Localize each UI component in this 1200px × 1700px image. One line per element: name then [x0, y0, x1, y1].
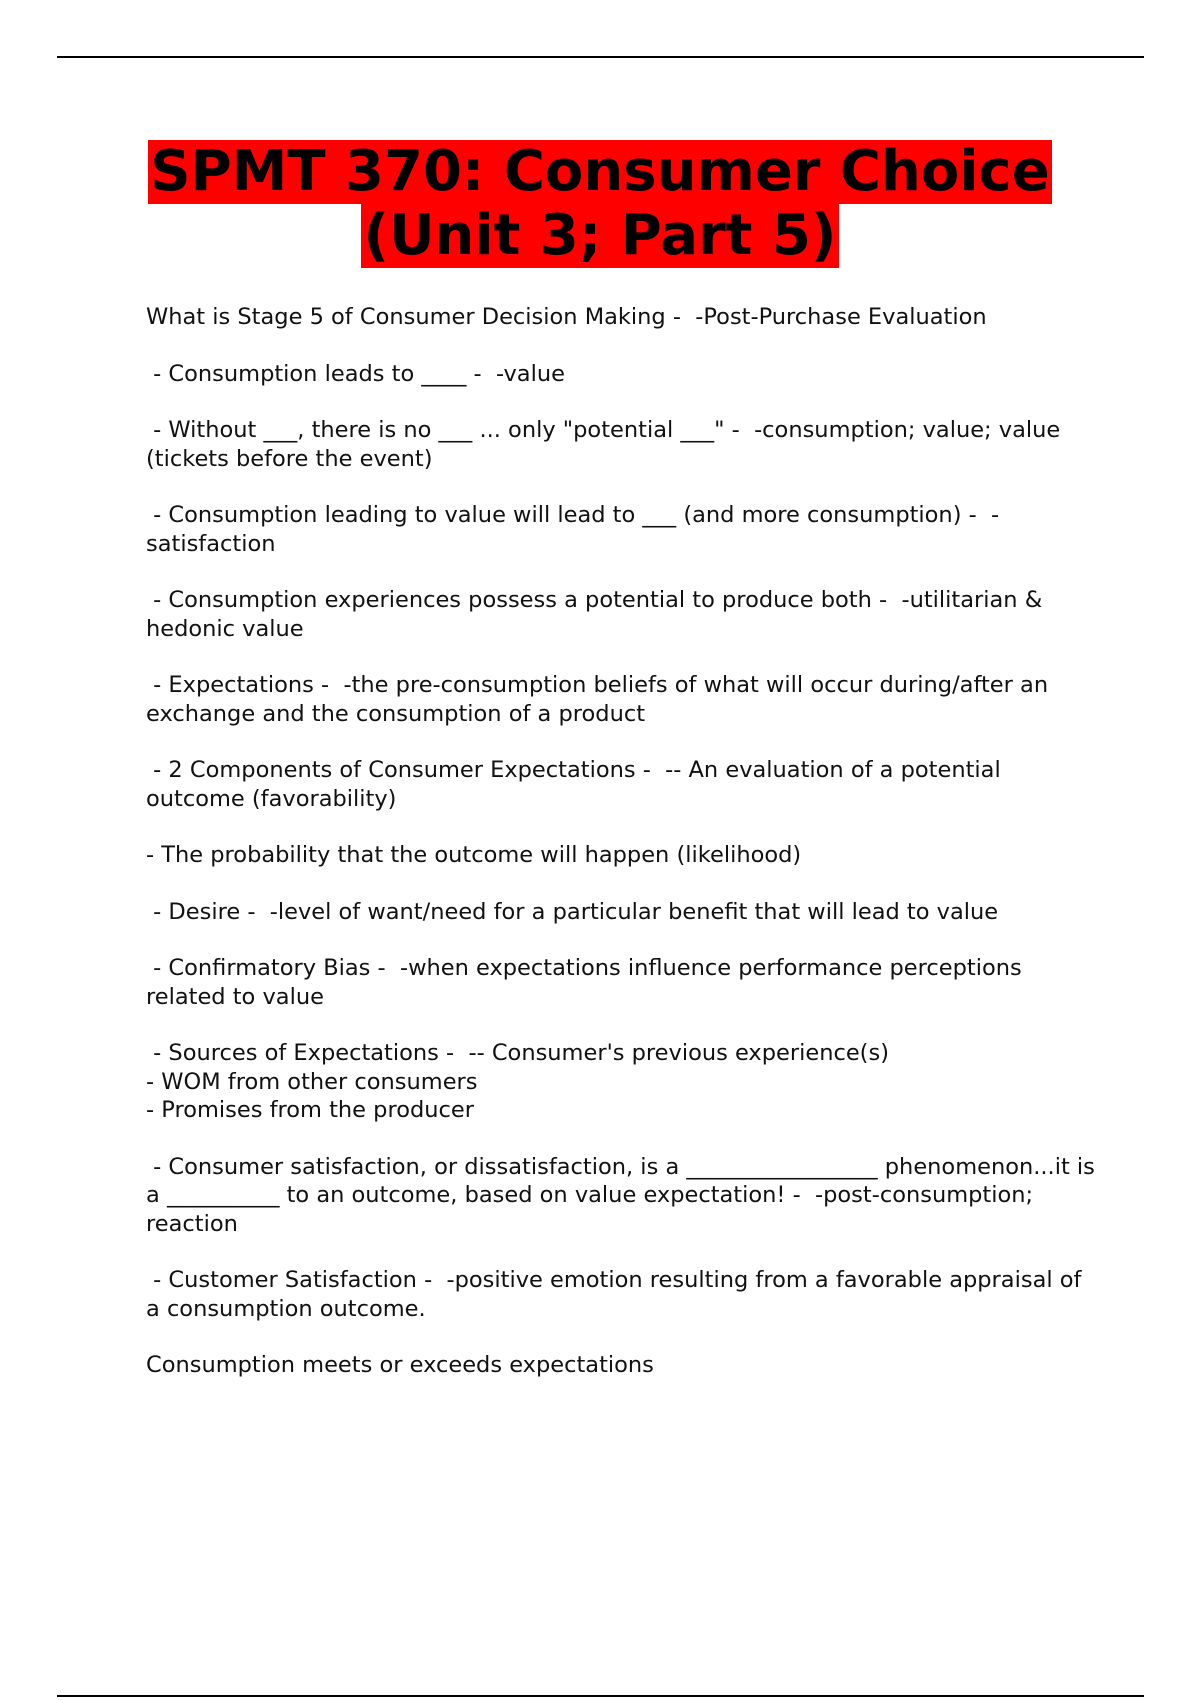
flashcard-list	[146, 303, 1103, 1408]
flashcard-item: - Consumption leading to value will lead to ___ (and more consumption) - -satisfaction	[146, 502, 1000, 557]
flashcard-item: - Customer Satisfaction - -positive emotion resulting from a favorable appraisal of a consumption outcome.	[146, 1267, 1089, 1322]
flashcard-item: - The probability that the outcome will happen (likelihood)	[146, 842, 802, 868]
flashcard-item: - Consumption experiences possess a potential to produce both - -utilitarian & hedonic value	[146, 587, 1050, 642]
flashcard-item: - Confirmatory Bias - -when expectations influence performance perceptions related to value	[146, 955, 1029, 1010]
flashcard-item: Consumption meets or exceeds expectations	[146, 1352, 654, 1378]
flashcard-item: - Expectations - -the pre-consumption beliefs of what will occur during/after an exchange and the consumption of a product	[146, 672, 1056, 727]
title-line-2: (Unit 3; Part 5)	[363, 203, 837, 268]
top-rule	[57, 56, 1144, 58]
bottom-rule	[57, 1695, 1144, 1697]
flashcard-item: What is Stage 5 of Consumer Decision Making - -Post-Purchase Evaluation	[146, 304, 987, 330]
flashcard-item: - Consumer satisfaction, or dissatisfaction, is a _________________ phenomenon...it is a __________ to an outcome, based on value expectation! - -post-consumption; reaction	[146, 1153, 1103, 1237]
flashcard-item: - 2 Components of Consumer Expectations - -- An evaluation of a potential outcome (favorability)	[146, 757, 1008, 812]
title-line-1: SPMT 370: Consumer Choice	[150, 139, 1050, 204]
document-title	[0, 140, 1200, 268]
flashcard-item: - Desire - -level of want/need for a particular benefit that will lead to value	[146, 898, 999, 925]
flashcard-item: - Without ___, there is no ___ ... only "potential ___" - -consumption; value; value (tickets before the event)	[146, 417, 1068, 472]
flashcard-item: - Sources of Expectations - -- Consumer's previous experience(s) - WOM from other consumers - Promises from the producer	[146, 1040, 889, 1123]
flashcard-item: - Consumption leads to ____ - -value	[146, 360, 565, 387]
